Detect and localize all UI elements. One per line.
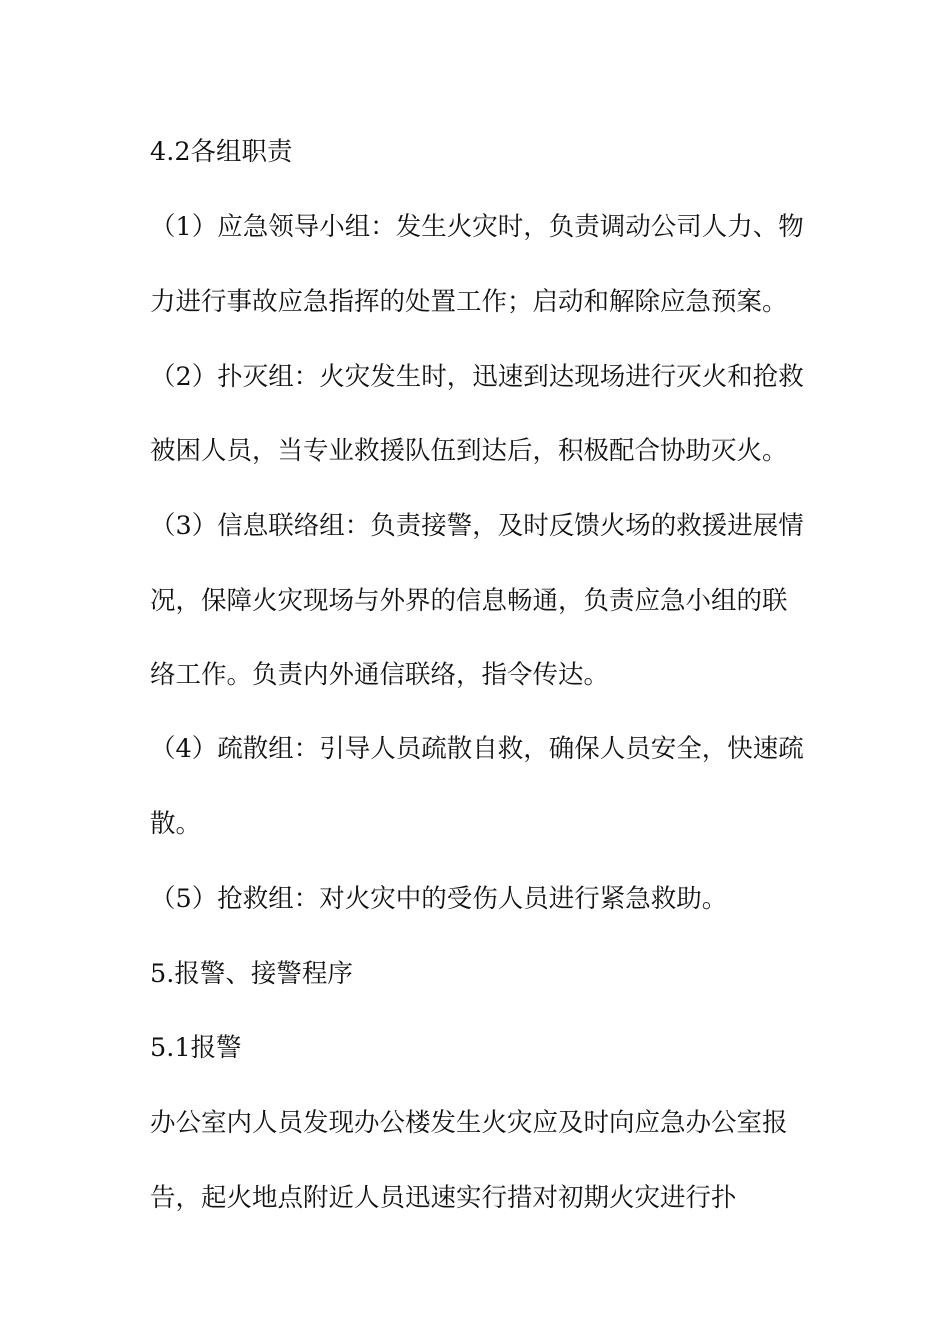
paragraph-line: 力进行事故应急指挥的处置工作；启动和解除应急预案。	[150, 287, 788, 317]
paragraph-line: （5）抢救组：对火灾中的受伤人员进行紧急救助。	[150, 884, 728, 914]
paragraph-line: 散。	[150, 809, 202, 839]
paragraph-line: （1）应急领导小组：发生火灾时，负责调动公司人力、物	[150, 212, 804, 242]
section-heading-5: 5.报警、接警程序	[150, 959, 353, 989]
paragraph-line: （2）扑灭组：火灾发生时，迅速到达现场进行灭火和抢救	[150, 362, 804, 392]
paragraph-line: 告，起火地点附近人员迅速实行措对初期火灾进行扑	[150, 1183, 737, 1213]
section-heading-4-2: 4.2各组职责	[150, 137, 293, 167]
paragraph-line: 况，保障火灾现场与外界的信息畅通，负责应急小组的联	[150, 586, 788, 616]
paragraph-line: （3）信息联络组：负责接警，及时反馈火场的救援进展情	[150, 511, 804, 541]
paragraph-line: 被困人员，当专业救援队伍到达后，积极配合协助灭火。	[150, 436, 788, 466]
section-heading-5-1: 5.1报警	[150, 1033, 242, 1063]
paragraph-line: 办公室内人员发现办公楼发生火灾应及时向应急办公室报	[150, 1108, 788, 1138]
paragraph-line: 络工作。负责内外通信联络，指令传达。	[150, 660, 610, 690]
paragraph-line: （4）疏散组：引导人员疏散自救，确保人员安全，快速疏	[150, 734, 804, 764]
